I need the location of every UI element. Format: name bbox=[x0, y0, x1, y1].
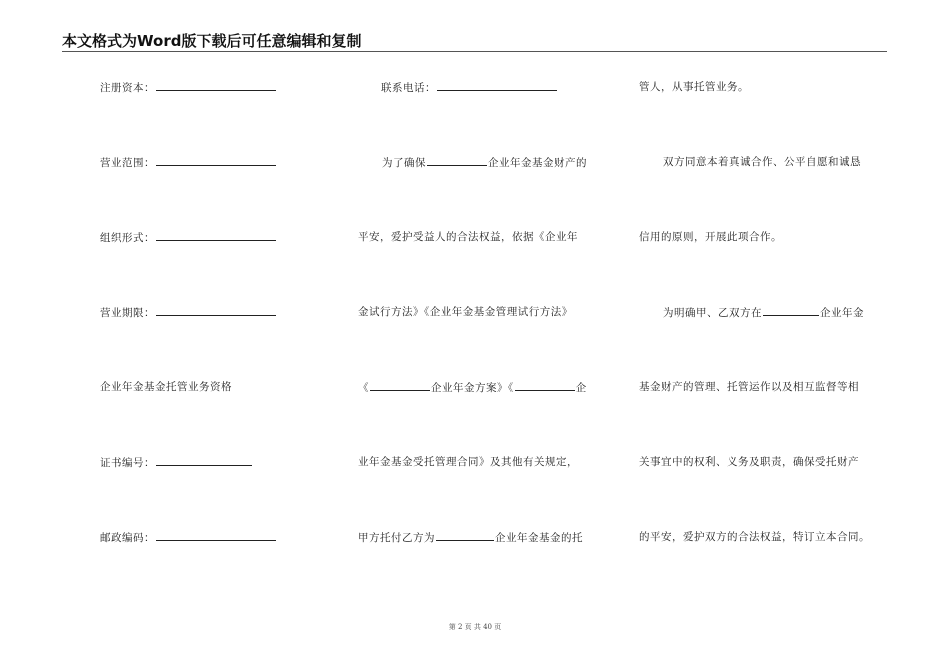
middle-line-4-b: 企业年金方案》《 bbox=[431, 382, 514, 394]
right-line-1: 管人，从事托管业务。 bbox=[639, 81, 749, 93]
business-term-row bbox=[100, 305, 277, 320]
middle-line-4 bbox=[358, 380, 587, 395]
postal-code-row bbox=[100, 530, 277, 545]
middle-line-6 bbox=[358, 530, 583, 545]
middle-line-2: 平安，爱护受益人的合法权益，依据《企业年 bbox=[358, 231, 578, 243]
header-divider bbox=[62, 51, 887, 52]
right-line-4-blank bbox=[763, 305, 819, 316]
right-line-5: 基金财产的管理、托管运作以及相互监督等相 bbox=[639, 381, 859, 393]
right-line-2: 双方同意本着真诚合作、公平自愿和诚恳 bbox=[663, 156, 861, 168]
middle-line-6-b: 企业年金基金的托 bbox=[495, 532, 583, 544]
postal-code-blank bbox=[156, 530, 276, 541]
business-scope-row bbox=[100, 155, 277, 170]
right-line-3: 信用的原则，开展此项合作。 bbox=[639, 231, 782, 243]
contact-phone-row bbox=[381, 80, 558, 95]
middle-line-1-b: 企业年金基金财产的 bbox=[488, 157, 587, 169]
business-scope-label: 营业范围： bbox=[100, 157, 155, 169]
middle-line-1-a: 为了确保 bbox=[382, 157, 426, 169]
middle-line-6-a: 甲方托付乙方为 bbox=[358, 532, 435, 544]
middle-line-4-a: 《 bbox=[358, 382, 369, 394]
middle-line-4-blank-2 bbox=[515, 380, 575, 391]
organization-form-blank bbox=[156, 230, 276, 241]
right-line-4 bbox=[663, 305, 864, 320]
middle-line-1 bbox=[382, 155, 587, 170]
certificate-no-blank bbox=[156, 455, 252, 466]
document-header-title: 本文格式为Word版下载后可任意编辑和复制 bbox=[62, 32, 362, 50]
business-term-label: 营业期限： bbox=[100, 307, 155, 319]
right-line-4-b: 企业年金 bbox=[820, 307, 864, 319]
right-line-6: 关事宜中的权利、义务及职责，确保受托财产 bbox=[639, 456, 859, 468]
business-scope-blank bbox=[156, 155, 276, 166]
page-number-footer: 第 2 页 共 40 页 bbox=[448, 623, 502, 631]
middle-line-4-blank-1 bbox=[370, 380, 430, 391]
organization-form-label: 组织形式： bbox=[100, 232, 155, 244]
middle-line-6-blank bbox=[436, 530, 494, 541]
registered-capital-label: 注册资本： bbox=[100, 82, 155, 94]
middle-line-5: 业年金基金受托管理合同》及其他有关规定， bbox=[358, 456, 578, 468]
right-line-7: 的平安，爱护双方的合法权益，特订立本合同。 bbox=[639, 531, 870, 543]
registered-capital-blank bbox=[156, 80, 276, 91]
middle-line-4-c: 企 bbox=[575, 382, 587, 394]
registered-capital-row bbox=[100, 80, 277, 95]
contact-phone-blank bbox=[437, 80, 557, 91]
contact-phone-label: 联系电话： bbox=[381, 82, 436, 94]
certificate-no-label: 证书编号： bbox=[100, 457, 155, 469]
certificate-no-row bbox=[100, 455, 253, 470]
organization-form-row bbox=[100, 230, 277, 245]
qualification-text: 企业年金基金托管业务资格 bbox=[100, 381, 232, 393]
right-line-4-a: 为明确甲、乙双方在 bbox=[663, 307, 762, 319]
business-term-blank bbox=[156, 305, 276, 316]
middle-line-1-blank bbox=[427, 155, 487, 166]
postal-code-label: 邮政编码： bbox=[100, 532, 155, 544]
middle-line-3: 金试行方法》《企业年金基金管理试行方法》 bbox=[358, 306, 573, 318]
